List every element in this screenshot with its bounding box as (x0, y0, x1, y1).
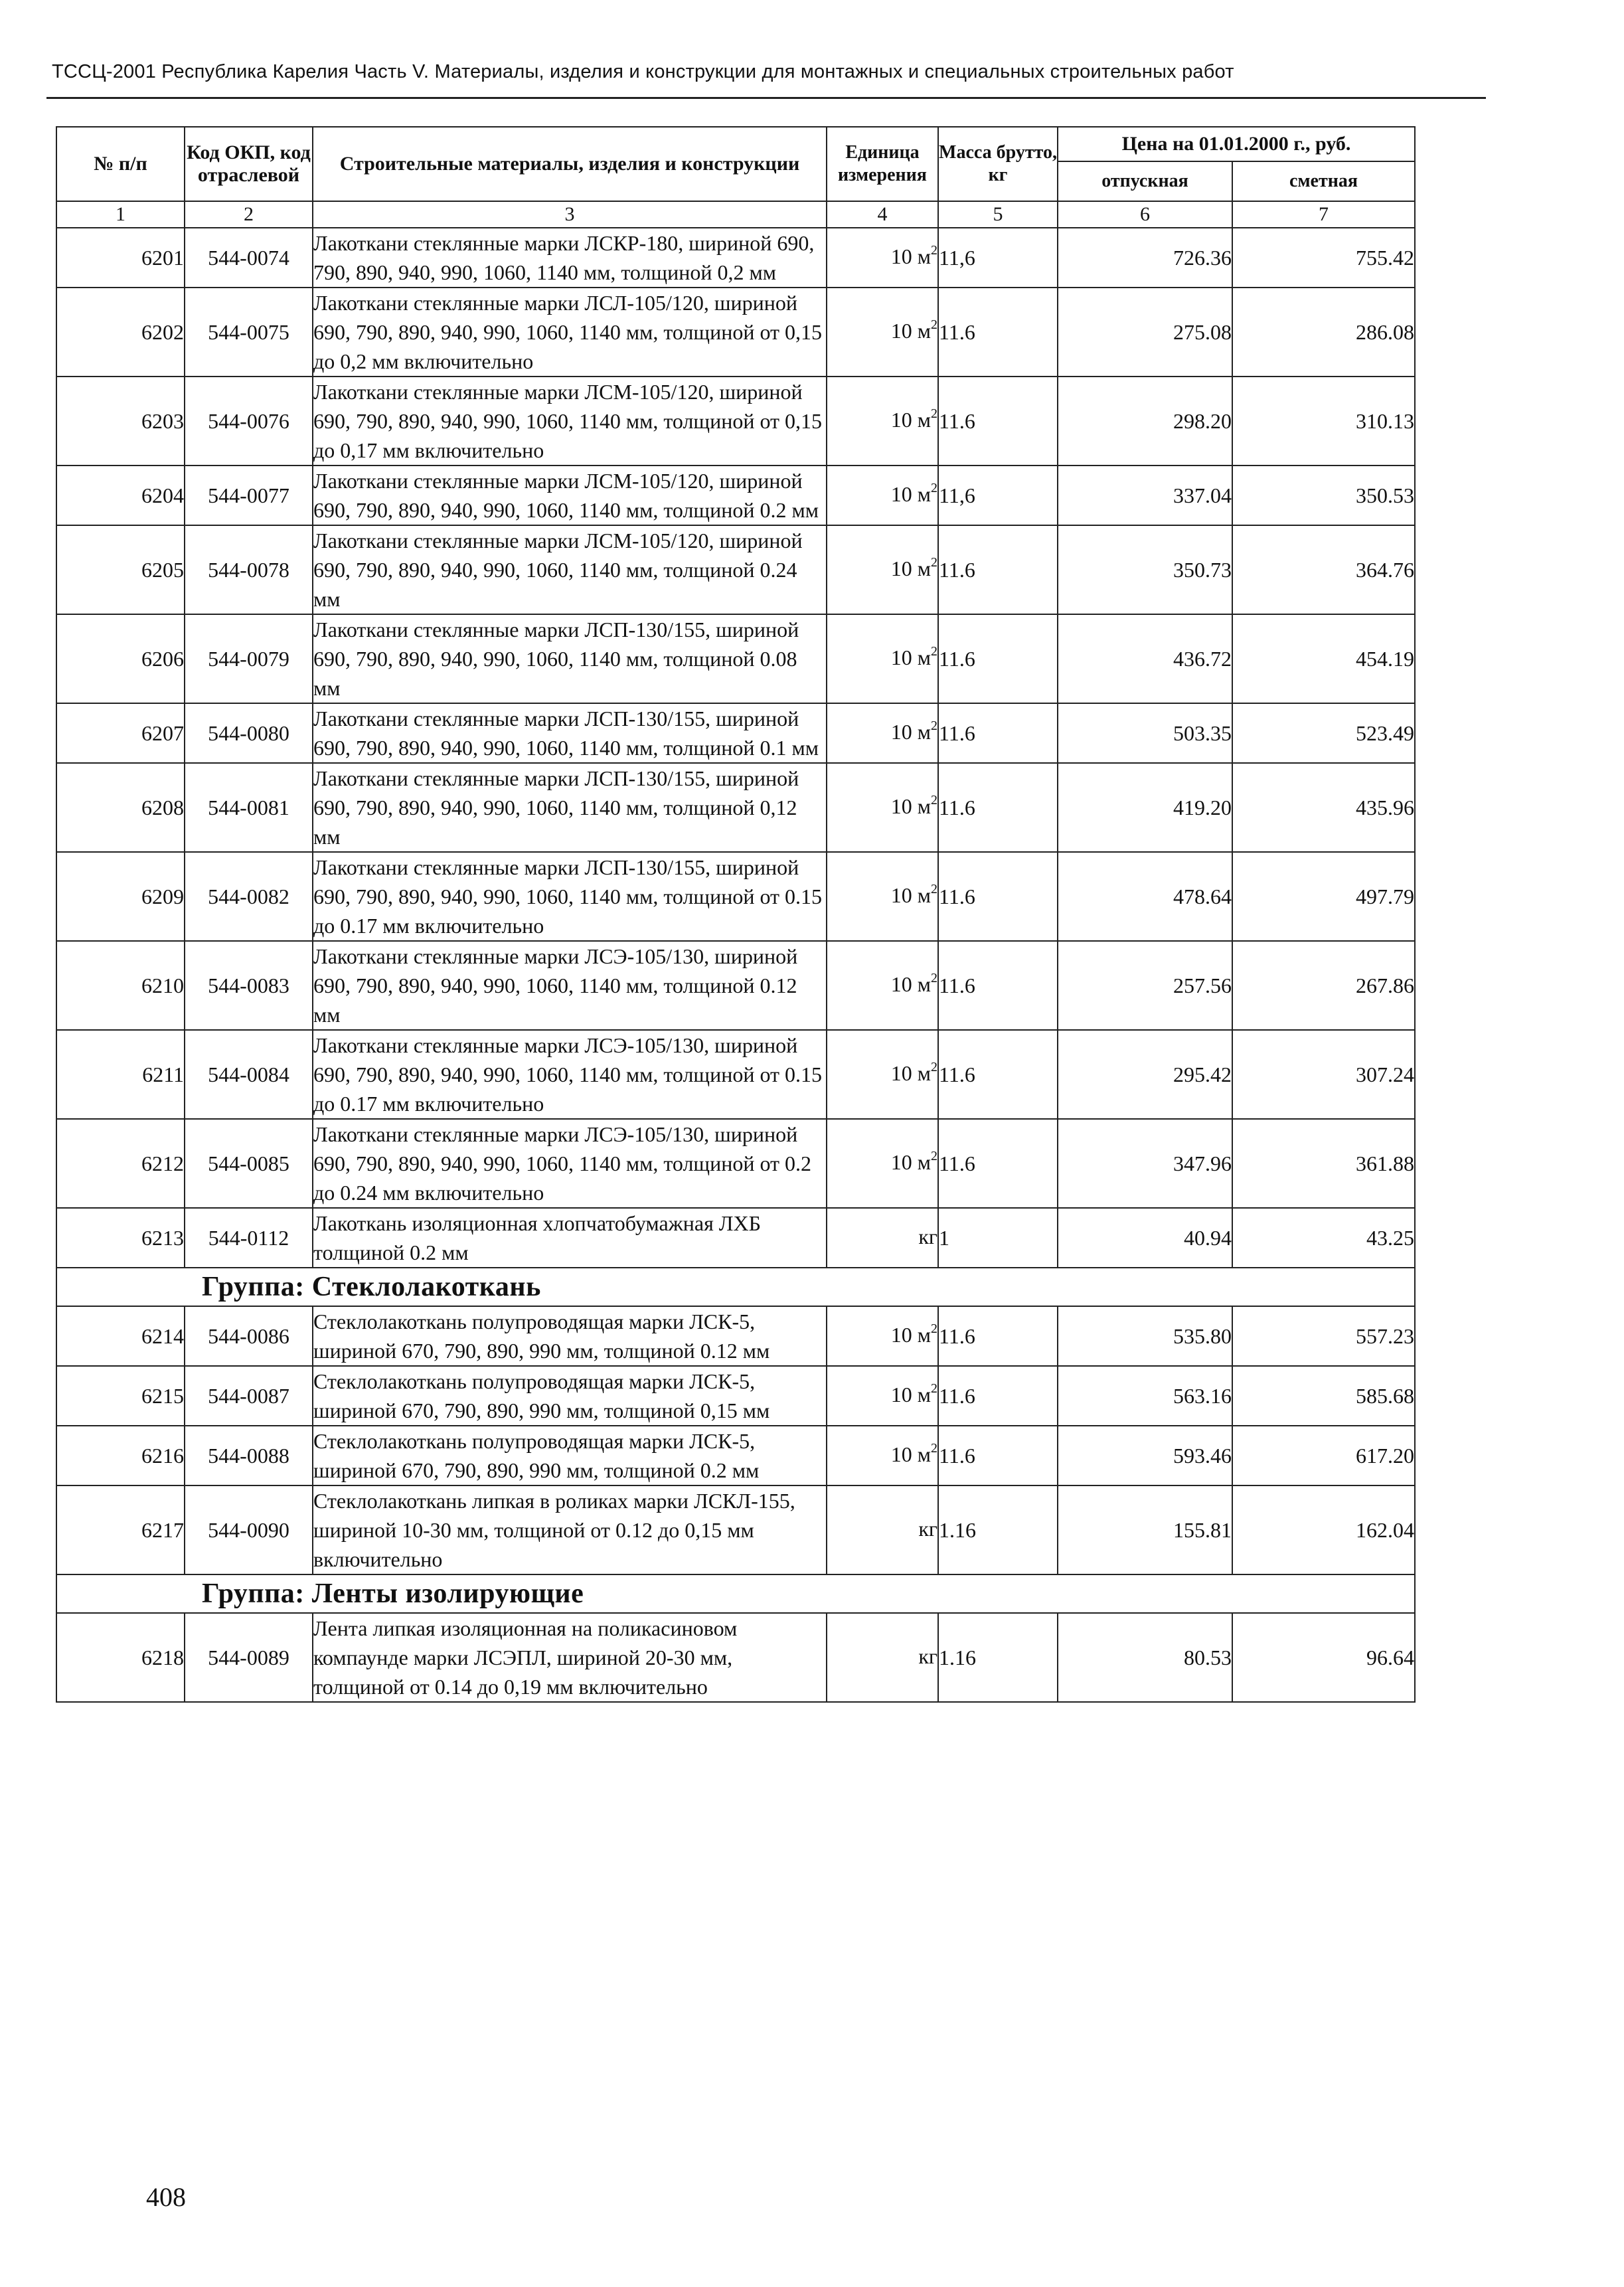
table-row (56, 525, 1415, 614)
unit-text: 10 м (890, 883, 931, 907)
row-price-estimate: 617.20 (1232, 1426, 1415, 1485)
row-name: Лакоткани стеклянные марки ЛСКР-180, шириной 690, 790, 890, 940, 990, 1060, 1140 мм, толщиной 0,2 мм (313, 228, 827, 288)
col-header-price-estimate: сметная (1232, 161, 1415, 201)
unit-exponent: 2 (931, 881, 937, 896)
row-price-estimate: 43.25 (1232, 1208, 1415, 1268)
row-number: 6212 (56, 1119, 185, 1208)
row-code: 544-0090 (185, 1485, 313, 1574)
row-mass: 1.16 (938, 1485, 1058, 1574)
row-unit (827, 852, 938, 941)
col-header-unit: Единица измерения (827, 127, 938, 201)
row-code: 544-0112 (185, 1208, 313, 1268)
row-number: 6209 (56, 852, 185, 941)
row-price-release: 350.73 (1058, 525, 1232, 614)
row-unit (827, 1613, 938, 1702)
unit-exponent: 2 (931, 1321, 937, 1336)
row-number: 6208 (56, 763, 185, 852)
row-code: 544-0088 (185, 1426, 313, 1485)
row-number: 6217 (56, 1485, 185, 1574)
unit-text: 10 м (890, 719, 931, 744)
table-row (56, 288, 1415, 377)
row-mass: 11.6 (938, 1306, 1058, 1366)
row-number: 6201 (56, 228, 185, 288)
row-number: 6211 (56, 1030, 185, 1119)
row-price-estimate: 435.96 (1232, 763, 1415, 852)
row-mass: 11.6 (938, 1030, 1058, 1119)
group-heading: Группа: Ленты изолирующие (56, 1574, 1415, 1613)
row-unit (827, 466, 938, 525)
header-divider (46, 97, 1486, 99)
table-section (56, 228, 1415, 1268)
row-number: 6207 (56, 703, 185, 763)
row-mass: 1.16 (938, 1613, 1058, 1702)
row-mass: 11.6 (938, 941, 1058, 1030)
row-code: 544-0077 (185, 466, 313, 525)
row-name: Лакоткани стеклянные марки ЛСЭ-105/130, шириной 690, 790, 890, 940, 990, 1060, 1140 мм, толщиной от 0.2 до 0.24 мм включительно (313, 1119, 827, 1208)
row-price-release: 40.94 (1058, 1208, 1232, 1268)
row-number: 6215 (56, 1366, 185, 1426)
group-section (56, 1268, 1415, 1306)
unit-text: 10 м (890, 407, 931, 432)
table-section (56, 1613, 1415, 1702)
row-code: 544-0087 (185, 1366, 313, 1426)
unit-exponent: 2 (931, 480, 937, 495)
row-unit (827, 1485, 938, 1574)
row-mass: 11.6 (938, 852, 1058, 941)
table-row (56, 228, 1415, 288)
row-name: Стеклолакоткань полупроводящая марки ЛСК-5, шириной 670, 790, 890, 990 мм, толщиной 0,15 мм (313, 1366, 827, 1426)
row-number: 6210 (56, 941, 185, 1030)
unit-text: 10 м (890, 318, 931, 343)
row-number: 6204 (56, 466, 185, 525)
row-price-estimate: 96.64 (1232, 1613, 1415, 1702)
unit-text: кг (918, 1516, 937, 1541)
row-price-release: 503.35 (1058, 703, 1232, 763)
table-row (56, 763, 1415, 852)
row-code: 544-0086 (185, 1306, 313, 1366)
row-unit (827, 1119, 938, 1208)
col-number: 1 (56, 201, 185, 228)
row-mass: 11.6 (938, 763, 1058, 852)
group-section (56, 1574, 1415, 1613)
unit-exponent: 2 (931, 970, 937, 985)
row-price-release: 436.72 (1058, 614, 1232, 703)
row-price-release: 275.08 (1058, 288, 1232, 377)
row-price-estimate: 350.53 (1232, 466, 1415, 525)
table-row (56, 1613, 1415, 1702)
row-unit (827, 703, 938, 763)
row-unit (827, 763, 938, 852)
row-number: 6216 (56, 1426, 185, 1485)
unit-text: 10 м (890, 244, 931, 268)
table-row (56, 1208, 1415, 1268)
row-name: Лакоткани стеклянные марки ЛСМ-105/120, шириной 690, 790, 890, 940, 990, 1060, 1140 мм, толщиной от 0,15 до 0,17 мм включительно (313, 377, 827, 466)
group-heading: Группа: Стеклолакоткань (56, 1268, 1415, 1306)
unit-text: 10 м (890, 1382, 931, 1406)
row-price-release: 257.56 (1058, 941, 1232, 1030)
row-price-estimate: 755.42 (1232, 228, 1415, 288)
row-name: Лакоткани стеклянные марки ЛСЭ-105/130, шириной 690, 790, 890, 940, 990, 1060, 1140 мм, толщиной от 0.15 до 0.17 мм включительно (313, 1030, 827, 1119)
row-name: Лакоткани стеклянные марки ЛСЛ-105/120, шириной 690, 790, 890, 940, 990, 1060, 1140 мм, толщиной от 0,15 до 0,2 мм включительно (313, 288, 827, 377)
row-name: Лакоткани стеклянные марки ЛСП-130/155, шириной 690, 790, 890, 940, 990, 1060, 1140 мм, толщиной 0.1 мм (313, 703, 827, 763)
col-number: 6 (1058, 201, 1232, 228)
row-mass: 11.6 (938, 1119, 1058, 1208)
row-unit (827, 941, 938, 1030)
unit-text: кг (918, 1224, 937, 1248)
row-name: Лакоткани стеклянные марки ЛСМ-105/120, шириной 690, 790, 890, 940, 990, 1060, 1140 мм, толщиной 0.24 мм (313, 525, 827, 614)
col-number: 2 (185, 201, 313, 228)
row-price-estimate: 454.19 (1232, 614, 1415, 703)
row-mass: 11.6 (938, 377, 1058, 466)
unit-exponent: 2 (931, 718, 937, 733)
unit-exponent: 2 (931, 406, 937, 421)
row-price-release: 295.42 (1058, 1030, 1232, 1119)
row-unit (827, 1366, 938, 1426)
row-price-estimate: 557.23 (1232, 1306, 1415, 1366)
table-row (56, 614, 1415, 703)
table-row (56, 1306, 1415, 1366)
unit-exponent: 2 (931, 317, 937, 332)
unit-text: 10 м (890, 556, 931, 580)
row-price-release: 726.36 (1058, 228, 1232, 288)
row-price-release: 298.20 (1058, 377, 1232, 466)
row-code: 544-0089 (185, 1613, 313, 1702)
col-number: 7 (1232, 201, 1415, 228)
table-row (56, 1366, 1415, 1426)
col-header-mass: Масса брутто, кг (938, 127, 1058, 201)
unit-exponent: 2 (931, 1440, 937, 1456)
row-unit (827, 1208, 938, 1268)
table-row (56, 852, 1415, 941)
row-code: 544-0084 (185, 1030, 313, 1119)
col-number: 3 (313, 201, 827, 228)
row-unit (827, 1306, 938, 1366)
table-row (56, 941, 1415, 1030)
row-price-release: 419.20 (1058, 763, 1232, 852)
page-header: ТССЦ-2001 Республика Карелия Часть V. Материалы, изделия и конструкции для монтажных и специальных строительных работ (52, 61, 1234, 82)
row-unit (827, 228, 938, 288)
row-unit (827, 614, 938, 703)
table-row (56, 466, 1415, 525)
row-number: 6213 (56, 1208, 185, 1268)
row-price-estimate: 310.13 (1232, 377, 1415, 466)
row-price-estimate: 307.24 (1232, 1030, 1415, 1119)
row-number: 6218 (56, 1613, 185, 1702)
row-code: 544-0085 (185, 1119, 313, 1208)
col-header-code: Код ОКП, код отраслевой (185, 127, 313, 201)
row-name: Лакоткани стеклянные марки ЛСП-130/155, шириной 690, 790, 890, 940, 990, 1060, 1140 мм, толщиной 0.08 мм (313, 614, 827, 703)
row-code: 544-0075 (185, 288, 313, 377)
row-price-release: 563.16 (1058, 1366, 1232, 1426)
unit-text: 10 м (890, 972, 931, 996)
row-unit (827, 1030, 938, 1119)
price-table (56, 126, 1416, 1703)
row-code: 544-0079 (185, 614, 313, 703)
row-name: Стеклолакоткань полупроводящая марки ЛСК-5, шириной 670, 790, 890, 990 мм, толщиной 0.2 мм (313, 1426, 827, 1485)
row-code: 544-0076 (185, 377, 313, 466)
row-name: Стеклолакоткань полупроводящая марки ЛСК-5, шириной 670, 790, 890, 990 мм, толщиной 0.12 мм (313, 1306, 827, 1366)
row-mass: 11.6 (938, 525, 1058, 614)
row-price-release: 478.64 (1058, 852, 1232, 941)
row-price-release: 347.96 (1058, 1119, 1232, 1208)
unit-exponent: 2 (931, 792, 937, 807)
page-number: 408 (146, 2182, 186, 2212)
row-mass: 11.6 (938, 614, 1058, 703)
row-price-release: 80.53 (1058, 1613, 1232, 1702)
table-row (56, 703, 1415, 763)
table-row (56, 1119, 1415, 1208)
row-name: Лента липкая изоляционная на поликасиновом компаунде марки ЛСЭПЛ, шириной 20-30 мм, толщиной от 0.14 до 0,19 мм включительно (313, 1613, 827, 1702)
unit-text: 10 м (890, 1322, 931, 1347)
row-name: Стеклолакоткань липкая в роликах марки ЛСКЛ-155, шириной 10-30 мм, толщиной от 0.12 до 0,15 мм включительно (313, 1485, 827, 1574)
row-price-estimate: 497.79 (1232, 852, 1415, 941)
row-code: 544-0074 (185, 228, 313, 288)
row-price-estimate: 361.88 (1232, 1119, 1415, 1208)
table-row (56, 377, 1415, 466)
unit-exponent: 2 (931, 643, 937, 659)
row-number: 6203 (56, 377, 185, 466)
row-unit (827, 377, 938, 466)
row-mass: 1 (938, 1208, 1058, 1268)
unit-text: 10 м (890, 1442, 931, 1466)
row-price-release: 155.81 (1058, 1485, 1232, 1574)
unit-text: 10 м (890, 794, 931, 818)
row-mass: 11.6 (938, 1366, 1058, 1426)
col-number: 5 (938, 201, 1058, 228)
row-mass: 11.6 (938, 703, 1058, 763)
row-price-estimate: 364.76 (1232, 525, 1415, 614)
row-price-release: 535.80 (1058, 1306, 1232, 1366)
row-mass: 11.6 (938, 288, 1058, 377)
row-mass: 11,6 (938, 466, 1058, 525)
row-number: 6206 (56, 614, 185, 703)
unit-text: кг (918, 1644, 937, 1668)
col-header-name: Строительные материалы, изделия и конструкции (313, 127, 827, 201)
unit-text: 10 м (890, 1149, 931, 1174)
row-mass: 11,6 (938, 228, 1058, 288)
row-code: 544-0081 (185, 763, 313, 852)
row-price-estimate: 523.49 (1232, 703, 1415, 763)
row-price-release: 593.46 (1058, 1426, 1232, 1485)
unit-exponent: 2 (931, 1059, 937, 1074)
row-name: Лакоткани стеклянные марки ЛСЭ-105/130, шириной 690, 790, 890, 940, 990, 1060, 1140 мм, толщиной 0.12 мм (313, 941, 827, 1030)
col-header-num: № п/п (56, 127, 185, 201)
row-number: 6202 (56, 288, 185, 377)
row-price-estimate: 286.08 (1232, 288, 1415, 377)
row-number: 6214 (56, 1306, 185, 1366)
row-price-release: 337.04 (1058, 466, 1232, 525)
row-unit (827, 288, 938, 377)
row-code: 544-0080 (185, 703, 313, 763)
table-row (56, 1030, 1415, 1119)
unit-text: 10 м (890, 481, 931, 506)
row-number: 6205 (56, 525, 185, 614)
row-code: 544-0082 (185, 852, 313, 941)
unit-exponent: 2 (931, 1381, 937, 1396)
row-name: Лакоткани стеклянные марки ЛСП-130/155, шириной 690, 790, 890, 940, 990, 1060, 1140 мм, толщиной 0,12 мм (313, 763, 827, 852)
row-price-estimate: 267.86 (1232, 941, 1415, 1030)
col-number: 4 (827, 201, 938, 228)
row-unit (827, 1426, 938, 1485)
unit-exponent: 2 (931, 1148, 937, 1163)
row-name: Лакоткань изоляционная хлопчатобумажная ЛХБ толщиной 0.2 мм (313, 1208, 827, 1268)
unit-text: 10 м (890, 1060, 931, 1085)
unit-exponent: 2 (931, 554, 937, 570)
unit-text: 10 м (890, 645, 931, 669)
col-header-price-group: Цена на 01.01.2000 г., руб. (1058, 127, 1415, 161)
col-header-price-release: отпускная (1058, 161, 1232, 201)
table-row (56, 1426, 1415, 1485)
row-price-estimate: 162.04 (1232, 1485, 1415, 1574)
table-section (56, 1306, 1415, 1574)
row-unit (827, 525, 938, 614)
row-code: 544-0083 (185, 941, 313, 1030)
row-name: Лакоткани стеклянные марки ЛСП-130/155, шириной 690, 790, 890, 940, 990, 1060, 1140 мм, толщиной от 0.15 до 0.17 мм включительно (313, 852, 827, 941)
table-row (56, 1485, 1415, 1574)
row-name: Лакоткани стеклянные марки ЛСМ-105/120, шириной 690, 790, 890, 940, 990, 1060, 1140 мм, толщиной 0.2 мм (313, 466, 827, 525)
row-price-estimate: 585.68 (1232, 1366, 1415, 1426)
row-code: 544-0078 (185, 525, 313, 614)
row-mass: 11.6 (938, 1426, 1058, 1485)
unit-exponent: 2 (931, 242, 937, 258)
